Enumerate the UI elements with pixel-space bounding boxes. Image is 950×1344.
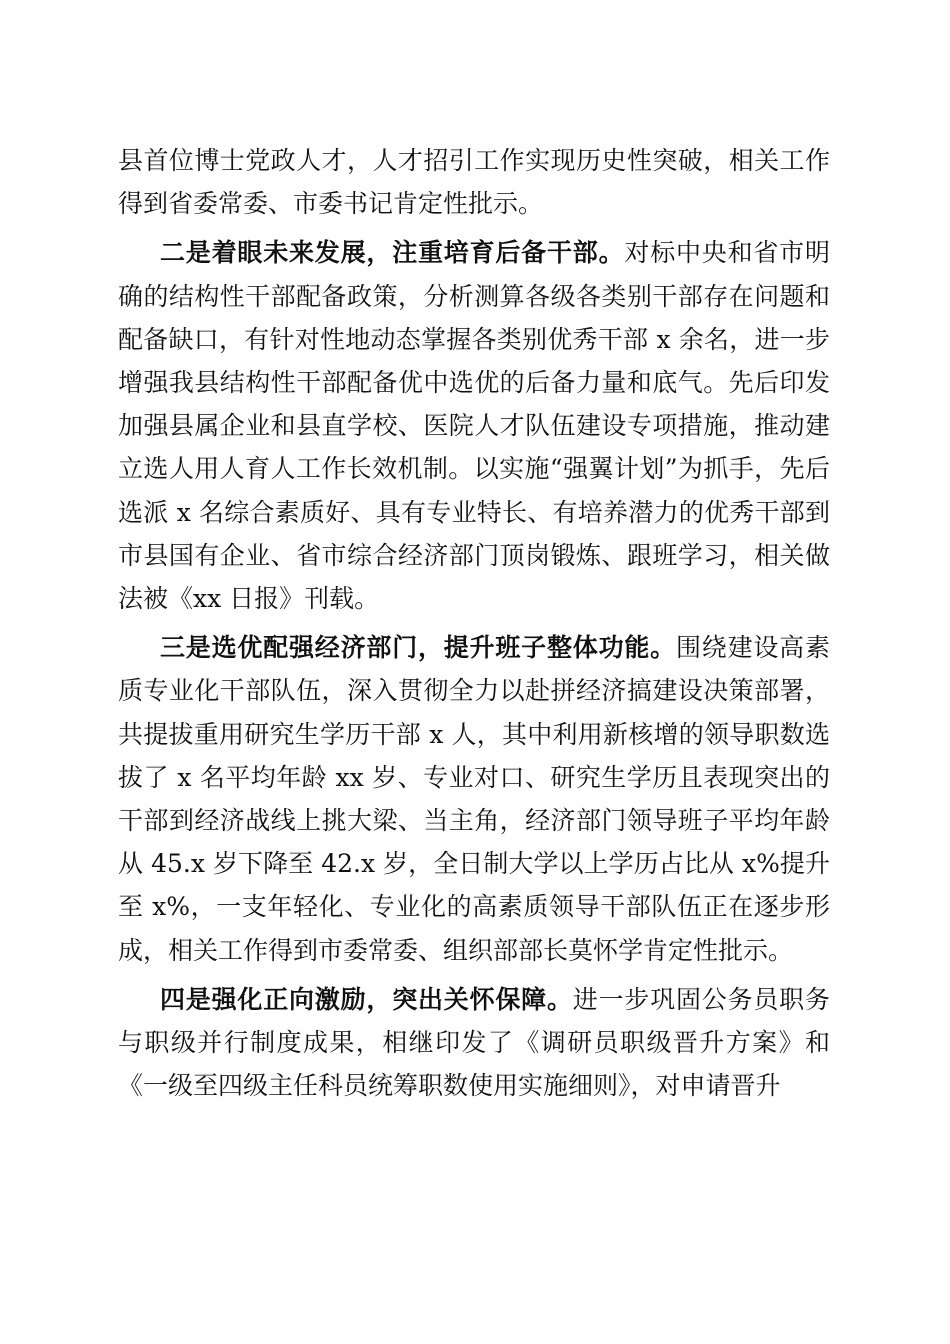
paragraph-body: 县首位博士党政人才，人才招引工作实现历史性突破，相关工作得到省委常委、市委书记肯定性批示。 — [118, 146, 830, 219]
paragraph-continuation — [118, 139, 830, 225]
paragraph-body: 对标中央和省市明确的结构性干部配备政策，分析测算各级各类别干部存在问题和配备缺口，有针对性地动态掌握各类别优秀干部 x 余名，进一步增强我县结构性干部配备优中选优的后备力量和底气。先后印发加强县属企业和县直学校、医院人才队伍建设专项措施，推动建立选人用人育人工作长效机制。以实施“强翼计划”为抓手，先后选派 x 名综合素质好、具有专业特长、有培养潜力的优秀干部到市县国有企业、省市综合经济部门顶岗锻炼、跟班学习，相关做法被《xx 日报》刊载。 — [118, 238, 830, 614]
document-page — [118, 139, 830, 1107]
paragraph-incentives — [118, 978, 830, 1108]
paragraph-lead: 三是选优配强经济部门，提升班子整体功能。 — [160, 633, 676, 663]
paragraph-body: 进一步巩固公务员职务与职级并行制度成果，相继印发了《调研员职级晋升方案》和《一级至四级主任科员统筹职数使用实施细则》，对申请晋升 — [118, 984, 830, 1101]
paragraph-body: 围绕建设高素质专业化干部队伍，深入贯彻全力以赴拼经济搞建设决策部署，共提拔重用研究生学历干部 x 人，其中利用新核增的领导职数选拔了 x 名平均年龄 xx 岁、专业对口、研究生学历且表现突出的干部到经济战线上挑大梁、当主角，经济部门领导班子平均年龄从 45.x 岁下降至 42.x 岁，全日制大学以上学历占比从 x%提升至 x%，一支年轻化、专业化的高素质领导干部队伍正在逐步形成，相关工作得到市委常委、组织部部长莫怀学肯定性批示。 — [118, 633, 830, 965]
paragraph-economic-departments — [118, 626, 830, 972]
paragraph-lead: 二是着眼未来发展，注重培育后备干部。 — [160, 238, 625, 268]
paragraph-reserve-cadres — [118, 231, 830, 620]
paragraph-lead: 四是强化正向激励，突出关怀保障。 — [160, 984, 573, 1014]
